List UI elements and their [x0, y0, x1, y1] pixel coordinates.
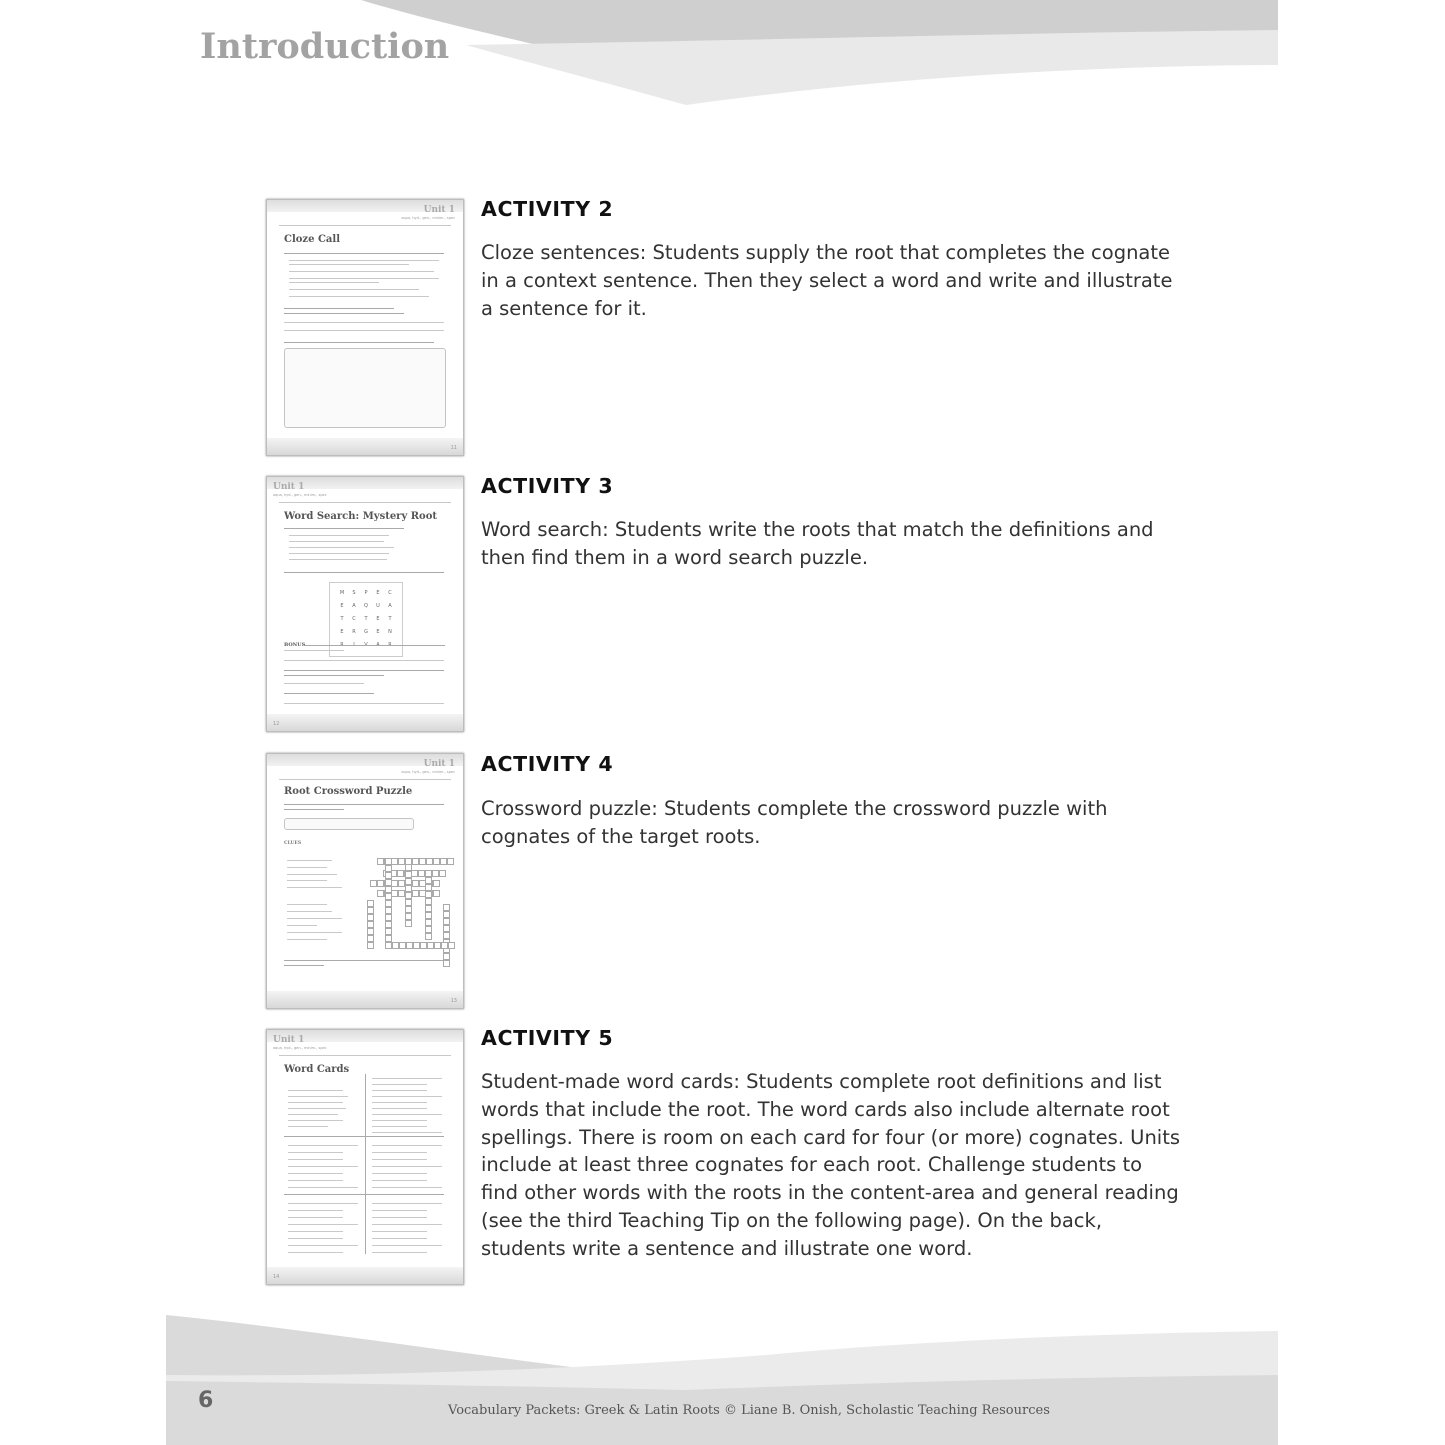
crossword-cell	[412, 890, 419, 897]
crossword-cell	[443, 960, 450, 967]
crossword-cell	[434, 942, 441, 949]
activity-3-thumbnail	[266, 476, 464, 732]
activity-5-thumbnail	[266, 1029, 464, 1285]
crossword-cell	[367, 942, 374, 949]
crossword-cell	[385, 858, 392, 865]
crossword-cell	[432, 870, 439, 877]
thumbnail-unit-label: Unit 1	[273, 482, 305, 492]
card-rule	[288, 1210, 343, 1211]
thumbnail-roots: aqua, hyd-, gen-, minim-, spec	[401, 770, 455, 774]
card-rule	[372, 1231, 427, 1232]
thumbnail-title: Word Search: Mystery Root	[284, 511, 438, 522]
card-rule	[372, 1096, 442, 1097]
crossword-cell	[397, 870, 404, 877]
crossword-cell	[385, 928, 392, 935]
crossword-cell	[399, 942, 406, 949]
crossword-cell	[443, 911, 450, 918]
bonus-label: BONUS	[284, 642, 306, 648]
card-rule	[372, 1159, 427, 1160]
crossword-cell	[433, 890, 440, 897]
crossword-cell	[385, 865, 392, 872]
card-rule	[288, 1180, 343, 1181]
card-rule	[288, 1238, 343, 1239]
crossword-cell	[385, 914, 392, 921]
activity-2-description: Cloze sentences: Students supply the root that completes the cognate in a context sentence. Then they select a word and write and illustrate a sentence for it.	[481, 241, 1173, 320]
crossword-cell	[425, 898, 432, 905]
crossword-cell	[425, 926, 432, 933]
crossword-cell	[377, 858, 384, 865]
crossword-cell	[405, 878, 412, 885]
thumbnail-title: Word Cards	[284, 1064, 350, 1075]
card-rule	[372, 1132, 442, 1133]
crossword-cell	[425, 891, 432, 898]
thumbnail-roots: aqua, hyd-, gen-, minim-, spec	[401, 216, 455, 220]
crossword-cell	[367, 914, 374, 921]
crossword-cell	[367, 935, 374, 942]
activity-3-description: Word search: Students write the roots that match the definitions and then find them in a word search puzzle.	[481, 518, 1154, 569]
card-rule	[372, 1145, 442, 1146]
thumbnail-roots: aqua, hyd-, gen-, minim-, spec	[273, 1046, 327, 1050]
card-rule	[288, 1159, 343, 1160]
card-rule	[372, 1252, 427, 1253]
card-rule	[372, 1238, 427, 1239]
crossword-cell	[448, 942, 455, 949]
crossword-cell	[385, 886, 392, 893]
activity-5-heading: ACTIVITY 5	[481, 1026, 614, 1050]
thumbnail-title: Root Crossword Puzzle	[284, 786, 413, 797]
crossword-cell	[385, 872, 392, 879]
card-rule	[288, 1203, 358, 1204]
card-rule	[372, 1152, 427, 1153]
activity-5-description: Student-made word cards: Students complete root definitions and list words that include the root. The word cards also include alternate root spellings. There is room on each card for four (or more) cognates. Units include at least three cognates for each root. Challenge students to find other words with the roots in the content-area and general reading (see the third Teaching Tip on the following page). On the back, students write a sentence and illustrate one word.	[481, 1070, 1181, 1260]
crossword-cell	[398, 880, 405, 887]
crossword-cell	[443, 932, 450, 939]
crossword-cell	[419, 858, 426, 865]
crossword-cell	[367, 907, 374, 914]
crossword-cell	[405, 864, 412, 871]
crossword-cell	[433, 880, 440, 887]
crossword-cell	[377, 880, 384, 887]
crossword-cell	[385, 879, 392, 886]
card-rule	[372, 1166, 442, 1167]
thumbnail-page-number: 13	[450, 998, 457, 1004]
crossword-cell	[425, 933, 432, 940]
crossword-cell	[441, 942, 448, 949]
crossword-cell	[426, 858, 433, 865]
card-rule	[288, 1145, 358, 1146]
crossword-cell	[391, 890, 398, 897]
crossword-cell	[425, 877, 432, 884]
card-rule	[288, 1217, 343, 1218]
crossword-cell	[385, 935, 392, 942]
crossword-cell	[377, 890, 384, 897]
card-rule	[288, 1166, 358, 1167]
crossword-cell	[385, 921, 392, 928]
card-rule	[372, 1078, 442, 1079]
activity-4-heading: ACTIVITY 4	[481, 752, 614, 776]
thumbnail-clues-label: CLUES	[284, 841, 302, 846]
card-rule	[288, 1152, 343, 1153]
activity-4-thumbnail	[266, 753, 464, 1009]
crossword-cell	[405, 885, 412, 892]
crossword-cell	[391, 880, 398, 887]
thumbnail-unit-label: Unit 1	[423, 759, 455, 769]
card-rule	[372, 1126, 427, 1127]
crossword-cell	[398, 858, 405, 865]
crossword-cell	[440, 858, 447, 865]
crossword-cell	[412, 858, 419, 865]
crossword-cell	[370, 880, 377, 887]
crossword-cell	[405, 906, 412, 913]
footer-decoration	[166, 1315, 1278, 1445]
crossword-cell	[443, 918, 450, 925]
crossword-cell	[425, 870, 432, 877]
crossword-cell	[405, 892, 412, 899]
crossword-cell	[385, 907, 392, 914]
crossword-cell	[425, 912, 432, 919]
crossword-cell	[411, 870, 418, 877]
crossword-cell	[367, 900, 374, 907]
card-rule	[372, 1102, 427, 1103]
crossword-cell	[447, 858, 454, 865]
crossword-cell	[443, 904, 450, 911]
card-rule	[288, 1187, 358, 1188]
card-rule	[372, 1090, 427, 1091]
crossword-cell	[413, 942, 420, 949]
thumbnail-unit-label: Unit 1	[423, 205, 455, 215]
crossword-cell	[425, 884, 432, 891]
crossword-cell	[418, 870, 425, 877]
card-rule	[288, 1224, 358, 1225]
thumbnail-page-number: 12	[273, 721, 280, 727]
activity-2-heading: ACTIVITY 2	[481, 197, 614, 221]
thumbnail-unit-label: Unit 1	[273, 1035, 305, 1045]
card-rule	[372, 1210, 427, 1211]
crossword-cell	[443, 953, 450, 960]
activity-2-thumbnail	[266, 199, 464, 456]
crossword-cell	[367, 921, 374, 928]
crossword-cell	[405, 913, 412, 920]
crossword-cell	[405, 920, 412, 927]
card-rule	[372, 1180, 427, 1181]
crossword-cell	[420, 942, 427, 949]
crossword-cell	[443, 925, 450, 932]
footer-credit: Vocabulary Packets: Greek & Latin Roots © Liane B. Onish, Scholastic Teaching Resources	[448, 1403, 1050, 1418]
card-rule	[288, 1173, 343, 1174]
crossword-cell	[405, 899, 412, 906]
thumbnail-page-number: 14	[273, 1274, 280, 1280]
card-rule	[372, 1084, 427, 1085]
card-rule	[372, 1203, 442, 1204]
activity-3-heading: ACTIVITY 3	[481, 474, 614, 498]
crossword-cell	[425, 919, 432, 926]
thumbnail-title: Cloze Call	[284, 234, 340, 245]
page-number: 6	[198, 1388, 214, 1413]
crossword-cell	[406, 942, 413, 949]
crossword-cell	[385, 900, 392, 907]
crossword-cell	[391, 858, 398, 865]
crossword-cell	[392, 942, 399, 949]
card-rule	[372, 1217, 427, 1218]
crossword-cell	[405, 871, 412, 878]
card-rule	[288, 1245, 358, 1246]
word-search-grid: M S P E C E A Q U A T C T E T E R G E N	[329, 582, 403, 657]
thumbnail-roots: aqua, hyd-, gen-, minim-, spec	[273, 493, 327, 497]
activity-4-description: Crossword puzzle: Students complete the crossword puzzle with cognates of the target roots.	[481, 797, 1108, 848]
crossword-cell	[367, 928, 374, 935]
card-rule	[288, 1231, 343, 1232]
page-title: Introduction	[200, 26, 450, 67]
thumbnail-page-number: 11	[450, 445, 457, 451]
card-rule	[372, 1114, 442, 1115]
crossword-cell	[385, 942, 392, 949]
crossword-cell	[427, 942, 434, 949]
crossword-cell	[439, 870, 446, 877]
crossword-cell	[385, 893, 392, 900]
card-rule	[372, 1224, 442, 1225]
crossword-cell	[433, 858, 440, 865]
card-rule	[372, 1187, 442, 1188]
card-rule	[288, 1252, 343, 1253]
card-rule	[372, 1120, 427, 1121]
crossword-cell	[425, 905, 432, 912]
card-rule	[372, 1245, 442, 1246]
card-rule	[372, 1108, 427, 1109]
card-rule	[372, 1173, 427, 1174]
crossword-cell	[412, 880, 419, 887]
crossword-cell	[398, 890, 405, 897]
document-page	[166, 0, 1278, 1445]
